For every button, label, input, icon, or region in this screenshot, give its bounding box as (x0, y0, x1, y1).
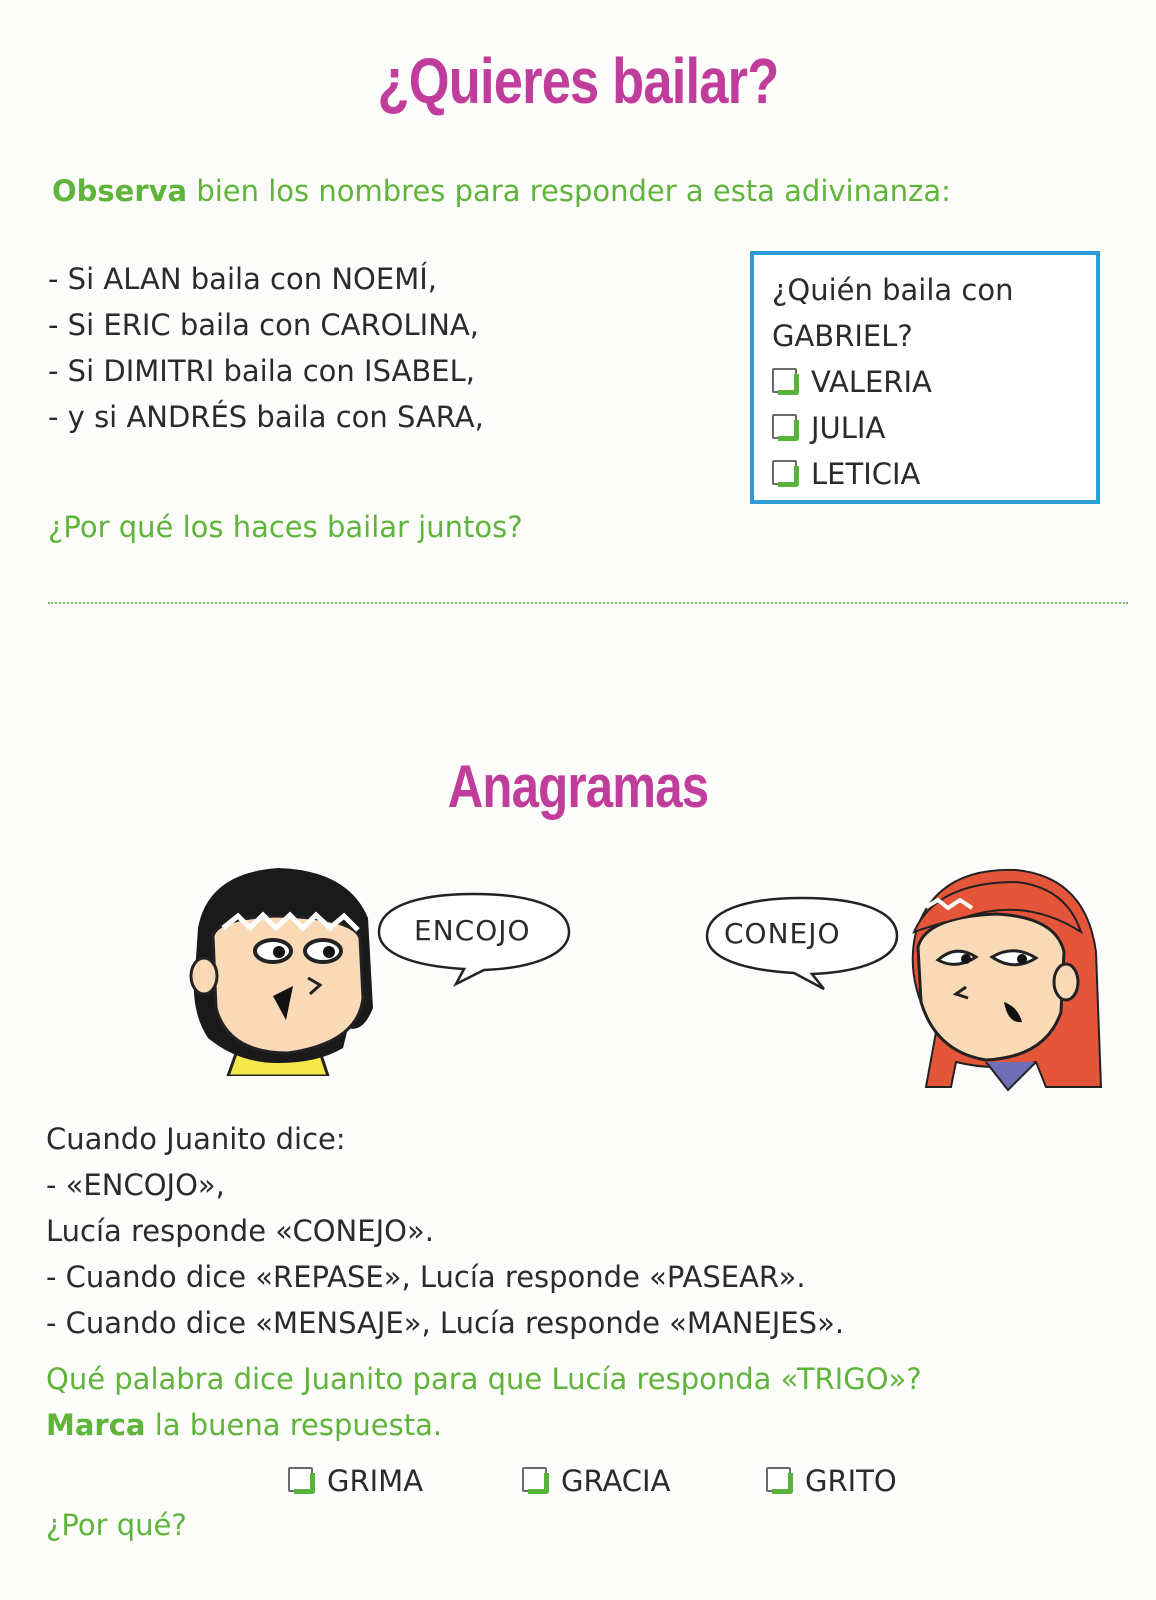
clue-line: - Si ALAN baila con NOEMÍ, (48, 262, 437, 296)
why-question-1: ¿Por qué los haces bailar juntos? (48, 510, 523, 544)
option-gracia[interactable] (522, 1458, 670, 1504)
checkbox-icon[interactable] (522, 1467, 549, 1494)
mark-text: la buena respuesta. (145, 1408, 443, 1442)
trigo-question: Qué palabra dice Juanito para que Lucía responda «TRIGO»? (46, 1362, 922, 1396)
answer-line[interactable] (48, 602, 1128, 604)
clue-line: - y si ANDRÉS baila con SARA, (48, 400, 484, 434)
option-label: GRACIA (561, 1464, 671, 1498)
option-valeria[interactable] (772, 359, 1013, 405)
text-line: - Cuando dice «MENSAJE», Lucía responde «MANEJES». (46, 1306, 845, 1340)
option-label: GRIMA (327, 1464, 424, 1498)
why-question-2: ¿Por qué? (46, 1508, 187, 1542)
clue-line: - Si DIMITRI baila con ISABEL, (48, 354, 475, 388)
option-label: JULIA (811, 411, 886, 445)
anagram-text (46, 1116, 844, 1346)
question-box-line2: GABRIEL? (772, 319, 913, 353)
option-label: VALERIA (811, 365, 932, 399)
mark-bold: Marca (46, 1408, 146, 1442)
girl-illustration (896, 862, 1108, 1092)
checkbox-icon[interactable] (772, 414, 799, 441)
text-line: - Cuando dice «REPASE», Lucía responde «PASEAR». (46, 1260, 806, 1294)
boy-illustration (168, 858, 388, 1076)
option-label: LETICIA (811, 457, 921, 491)
text-line: Lucía responde «CONEJO». (46, 1214, 434, 1248)
option-leticia[interactable] (772, 451, 1013, 497)
checkbox-icon[interactable] (772, 460, 799, 487)
checkbox-icon[interactable] (772, 368, 799, 395)
instruction-text: bien los nombres para responder a esta adivinanza: (187, 174, 951, 208)
instruction-bold: Observa (52, 174, 188, 208)
question-box-line1: ¿Quién baila con (772, 273, 1014, 307)
text-line: Cuando Juanito dice: (46, 1122, 346, 1156)
option-label: GRITO (805, 1464, 897, 1498)
option-julia[interactable] (772, 405, 1013, 451)
title-anagramas: Anagramas (447, 753, 709, 820)
clue-list (48, 256, 484, 440)
mark-instruction (46, 1402, 442, 1448)
text-line: - «ENCOJO», (46, 1168, 225, 1202)
question-box (750, 251, 1100, 504)
title-quieres-bailar: ¿Quieres bailar? (377, 45, 779, 117)
instruction-line (52, 168, 951, 214)
option-grito[interactable] (766, 1458, 897, 1504)
checkbox-icon[interactable] (766, 1467, 793, 1494)
bubble-text-girl: CONEJO (724, 917, 841, 950)
checkbox-icon[interactable] (288, 1467, 315, 1494)
option-grima[interactable] (288, 1458, 423, 1504)
bubble-text-boy: ENCOJO (414, 914, 531, 947)
clue-line: - Si ERIC baila con CAROLINA, (48, 308, 479, 342)
